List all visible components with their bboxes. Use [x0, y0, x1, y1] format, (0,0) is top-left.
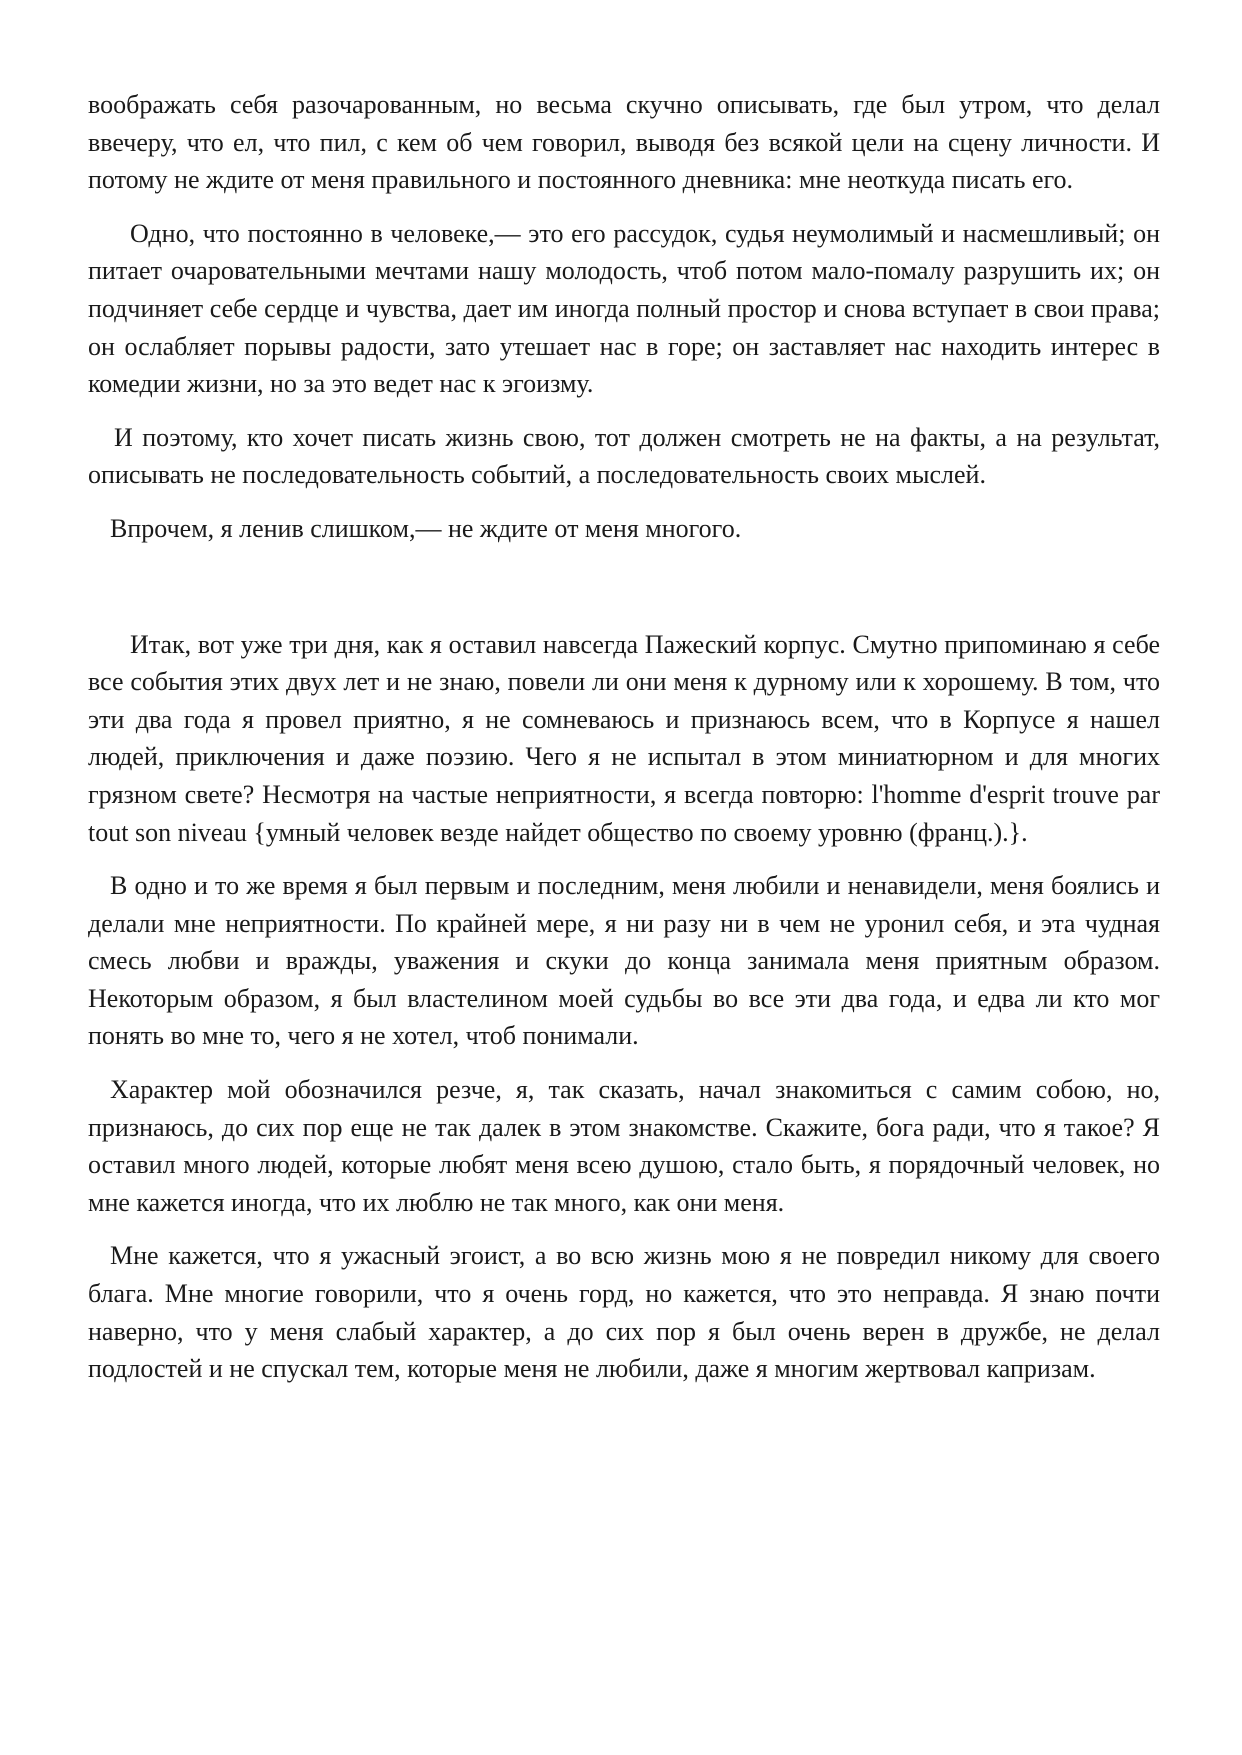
paragraph-1: воображать себя разочарованным, но весьма скучно описывать, где был утром, что делал ввечеру, что ел, что пил, с кем об чем говорил, выводя без всякой цели на сцену личности. И потому не ждите от меня правильного и постоянного дневника: мне неоткуда писать его. [88, 90, 1160, 195]
paragraph-5: Итак, вот уже три дня, как я оставил навсегда Пажеский корпус. Смутно припоминаю я себе все события этих двух лет и не знаю, повели ли они меня к дурному или к хорошему. В том, что эти два года я провел приятно, я не сомневаюсь и признаюсь всем, что в Корпусе я нашел людей, приключения и даже поэзию. Чего я не испытал в этом миниатюрном и для многих грязном свете? Несмотря на частые неприятности, я всегда повторю: l'homme d'esprit trouve par tout son niveau {умный человек везде найдет общество по своему уровню (франц.).}. [88, 629, 1160, 847]
document-page [88, 86, 1160, 1388]
paragraph-8: Мне кажется, что я ужасный эгоист, а во всю жизнь мою я не повредил никому для своего блага. Мне многие говорили, что я очень горд, но кажется, что это неправда. Я знаю почти наверно, что у меня слабый характер, а до сих пор я был очень верен в дружбе, не делал подлостей и не спускал тем, которые меня не любили, даже я многим жертвовал капризам. [88, 1241, 1160, 1384]
paragraph-6: В одно и то же время я был первым и последним, меня любили и ненавидели, меня боялись и делали мне неприятности. По крайней мере, я ни разу ни в чем не уронил себя, и эта чудная смесь любви и вражды, уважения и скуки до конца занимала меня приятным образом. Некоторым образом, я был властелином моей судьбы во все эти два года, и едва ли кто мог понять во мне то, чего я не хотел, чтоб понимали. [88, 871, 1160, 1051]
paragraph-4: Впрочем, я ленив слишком,— не ждите от меня многого. [110, 513, 742, 543]
paragraph-2: Одно, что постоянно в человеке,— это его рассудок, судья неумолимый и насмешливый; он питает очаровательными мечтами нашу молодость, чтоб потом мало-помалу разрушить их; он подчиняет себе сердце и чувства, дает им иногда полный простор и снова вступает в свои права; он ослабляет порывы радости, зато утешает нас в горе; он заставляет нас находить интерес в комедии жизни, но за это ведет нас к эгоизму. [88, 218, 1160, 399]
paragraph-3: И поэтому, кто хочет писать жизнь свою, тот должен смотреть не на факты, а на результат, описывать не последовательность событий, а последовательность своих мыслей. [88, 422, 1160, 490]
paragraph-7: Характер мой обозначился резче, я, так сказать, начал знакомиться с самим собою, но, признаюсь, до сих пор еще не так далек в этом знакомстве. Скажите, бога ради, что я такое? Я оставил много людей, которые любят меня всею душою, стало быть, я порядочный человек, но мне кажется иногда, что их люблю не так много, как они меня. [88, 1075, 1160, 1217]
